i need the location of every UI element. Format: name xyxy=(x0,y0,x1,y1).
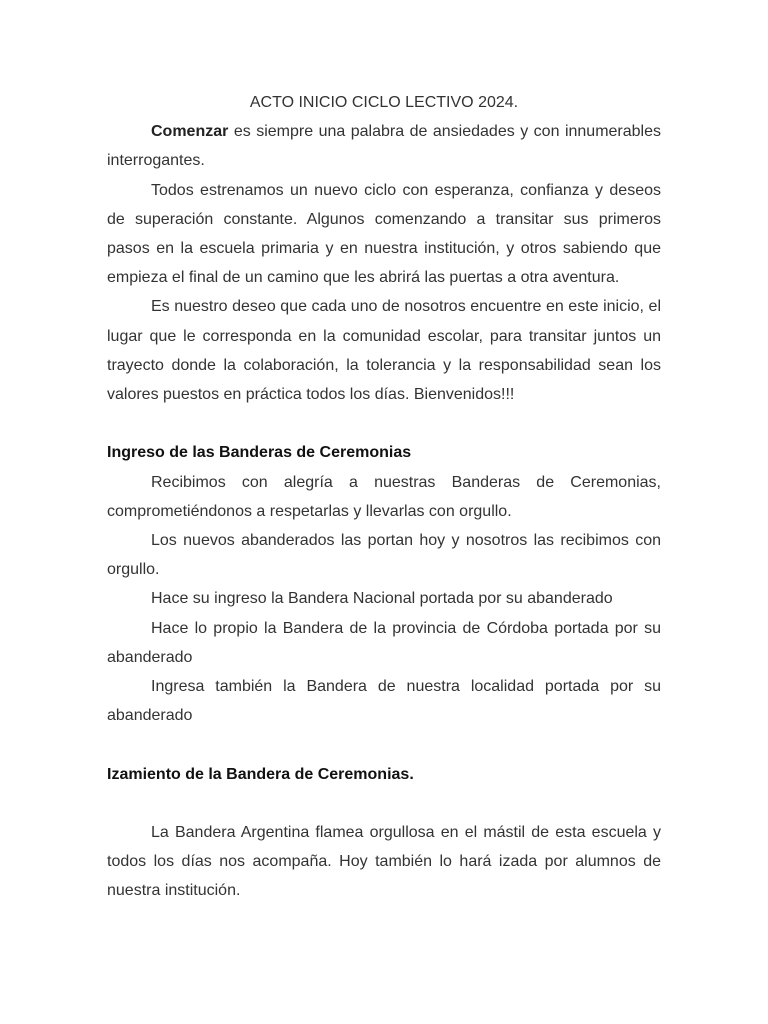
banderas-paragraph-1: Recibimos con alegría a nuestras Banderas de Ceremonias, comprometiéndonos a respetarlas y llevarlas con orgullo. xyxy=(107,473,661,520)
intro-paragraph-1-text: es siempre una palabra de ansiedades y con innumerables interrogantes. xyxy=(107,123,661,170)
banderas-paragraph-4: Hace lo propio la Bandera de la provincia de Córdoba portada por su abanderado xyxy=(107,619,661,666)
intro-paragraph-3: Es nuestro deseo que cada uno de nosotros encuentre en este inicio, el lugar que le corresponda en la comunidad escolar, para transitar juntos un trayecto donde la colaboración, la tolerancia y la responsabilidad sean los valores puestos en práctica todos los días. Bienvenidos!!! xyxy=(107,298,661,404)
document-title: ACTO INICIO CICLO LECTIVO 2024. xyxy=(249,94,519,111)
banderas-paragraph-3: Hace su ingreso la Bandera Nacional portada por su abanderado xyxy=(151,590,613,608)
spacer xyxy=(107,789,661,818)
section-heading-izamiento: Izamiento de la Bandera de Ceremonias. xyxy=(107,765,414,783)
intro-paragraph-1 xyxy=(107,117,661,175)
izamiento-paragraph-1: La Bandera Argentina flamea orgullosa en el mástil de esta escuela y todos los días nos acompaña. Hoy también lo hará izada por alumnos de nuestra institución. xyxy=(107,824,661,900)
banderas-paragraph-2: Los nuevos abanderados las portan hoy y nosotros las recibimos con orgullo. xyxy=(107,532,661,579)
banderas-paragraph-5: Ingresa también la Bandera de nuestra localidad portada por su abanderado xyxy=(107,678,661,725)
spacer xyxy=(107,730,661,759)
section-heading-banderas: Ingreso de las Banderas de Ceremonias xyxy=(107,444,412,462)
intro-strong-word: Comenzar xyxy=(151,123,229,141)
spacer xyxy=(107,409,661,438)
intro-paragraph-2: Todos estrenamos un nuevo ciclo con esperanza, confianza y deseos de superación constante. Algunos comenzando a transitar sus primeros pasos en la escuela primaria y en nuestra institución, y otros sabiendo que empieza el final de un camino que les abrirá las puertas a otra aventura. xyxy=(107,181,661,287)
document-page xyxy=(107,88,661,906)
